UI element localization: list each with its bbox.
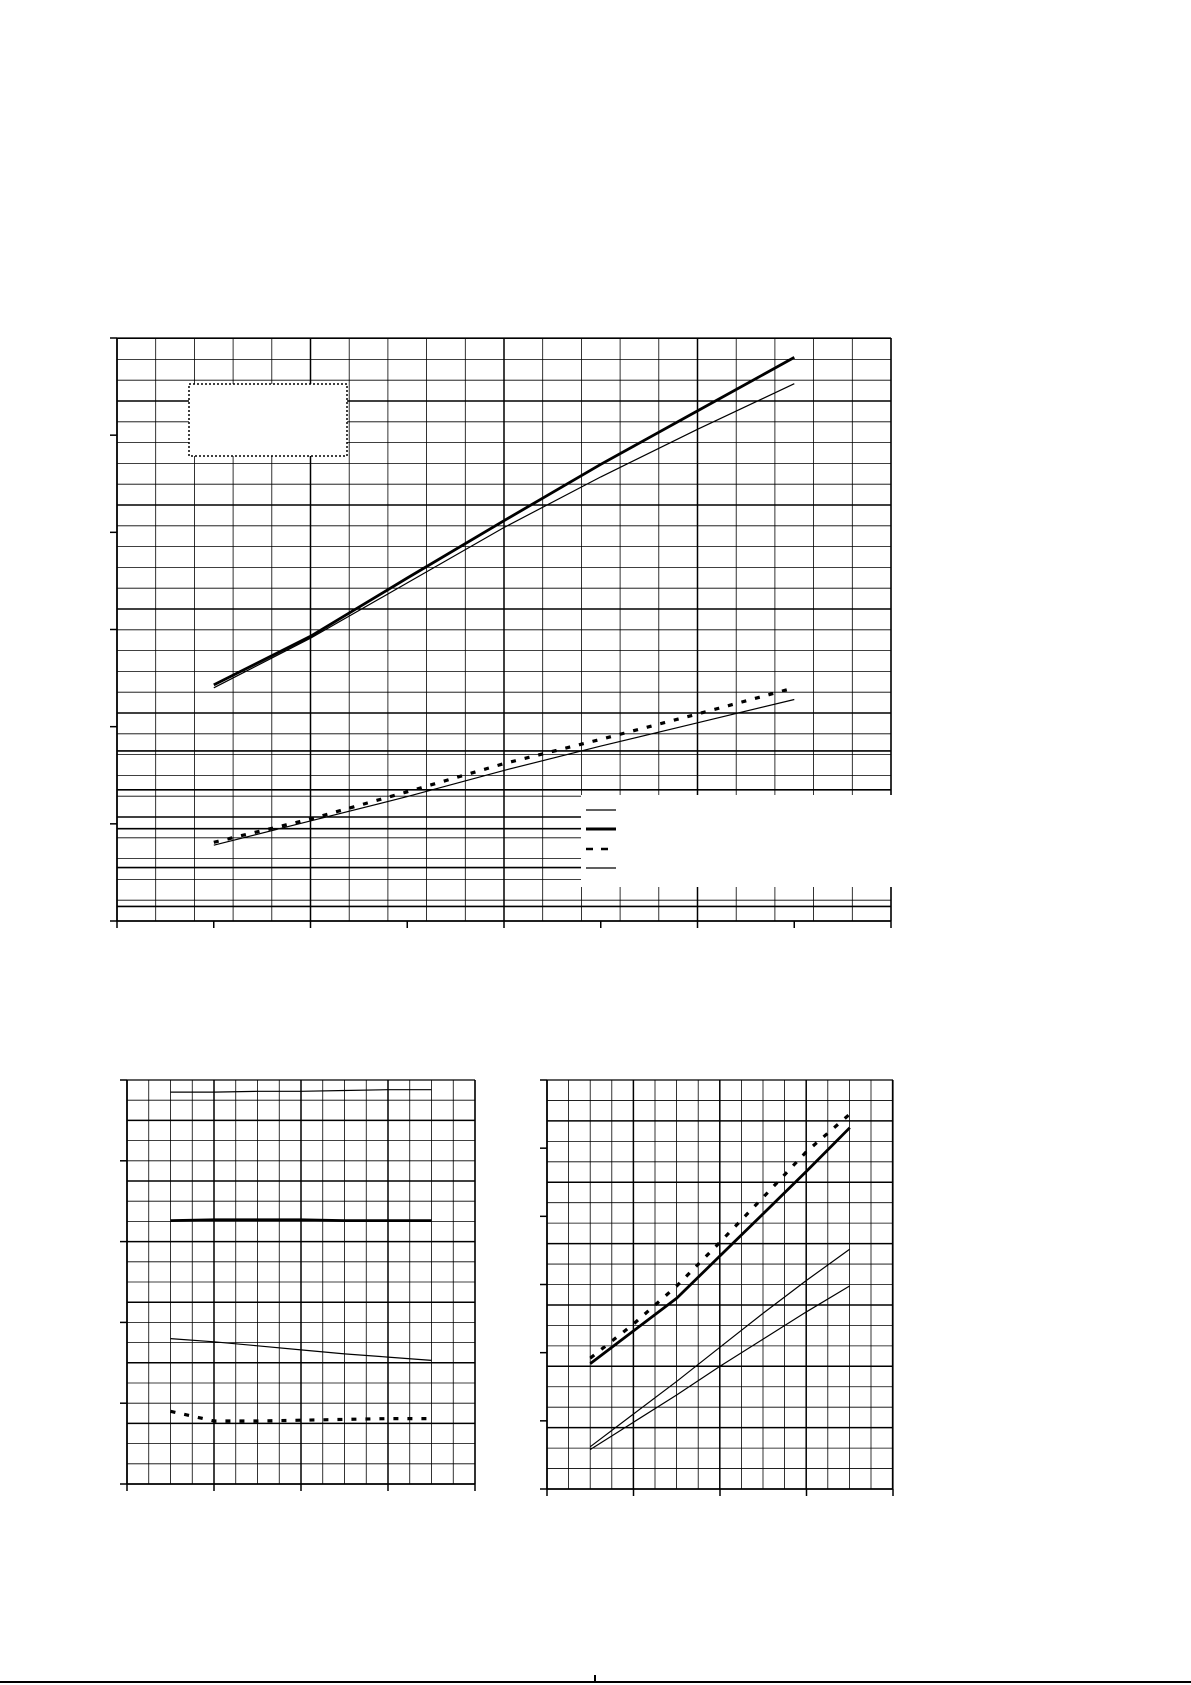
bottom-right-chart-axes xyxy=(540,1080,893,1496)
page-bottom-rule-tick xyxy=(594,1675,596,1683)
bottom-right-chart-grid xyxy=(547,1080,893,1489)
